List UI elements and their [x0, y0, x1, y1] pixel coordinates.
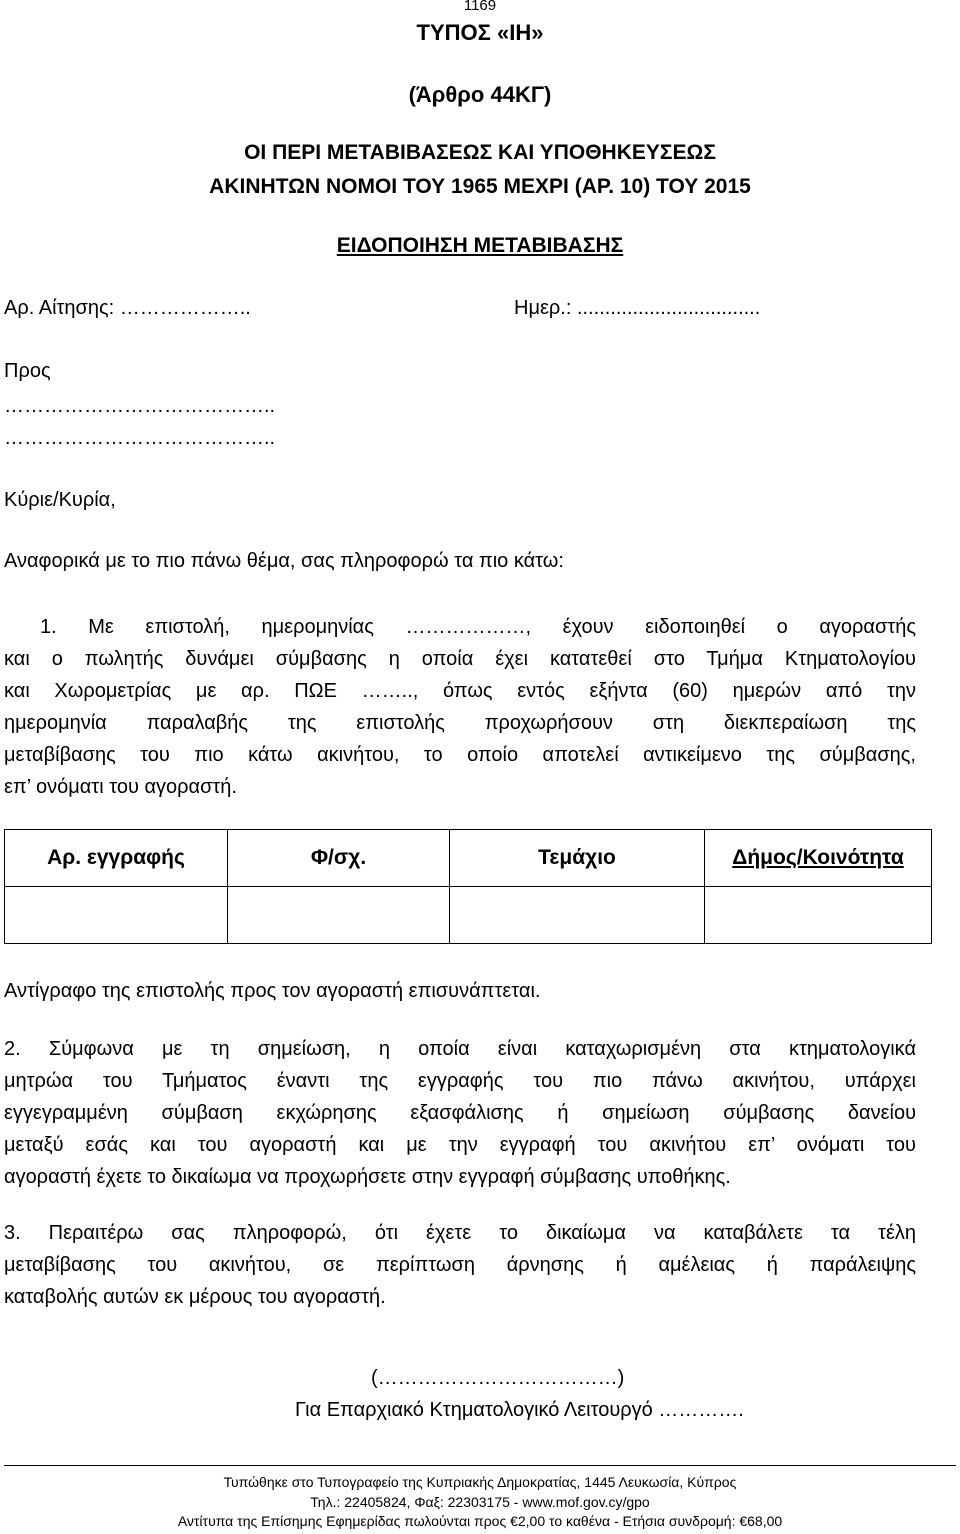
article-ref: (Άρθρο 44ΚΓ): [408, 82, 552, 107]
signature-name: (………………………………): [371, 1367, 625, 1389]
paragraph-line: αγοραστή έχετε το δικαίωμα να προχωρήσετε στην εγγραφή σύμβασης υποθήκης.: [4, 1166, 731, 1188]
attachment-note: Αντίγραφο της επιστολής προς τον αγοραστή επισυνάπτεται.: [4, 980, 541, 1002]
law-title-line1: ΟΙ ΠΕΡΙ ΜΕΤΑΒΙΒΑΣΕΩΣ ΚΑΙ ΥΠΟΘΗΚΕΥΣΕΩΣ: [244, 141, 716, 164]
footer-pricing: Αντίτυπα της Επίσημης Εφημερίδας πωλούνται προς €2,00 το καθένα - Ετήσια συνδρομή: €68,00: [177, 1513, 783, 1529]
law-title-line2: ΑΚΙΝΗΤΩΝ ΝΟΜΟΙ ΤΟΥ 1965 ΜΕΧΡΙ (ΑΡ. 10) ΤΟΥ 2015: [209, 175, 751, 198]
table-header-row: [5, 830, 932, 887]
header-sheet-plan: Φ/σχ.: [228, 830, 450, 887]
table-cell: [705, 887, 932, 944]
paragraph-line: μεταξύ εσάς και του αγοραστή και με την εγγραφή του ακινήτου επ’ ονόματι του: [4, 1134, 916, 1156]
header-municipality: Δήμος/Κοινότητα: [705, 830, 932, 887]
paragraph-line: 2. Σύμφωνα με τη σημείωση, η οποία είναι καταχωρισμένη στα κτηματολογικά: [4, 1038, 916, 1060]
application-number: Αρ. Αίτησης: ………………..: [4, 297, 251, 319]
address-line: …………………………………..: [4, 427, 276, 449]
signature-title: Για Επαρχιακό Κτηματολογικό Λειτουργό ………….: [295, 1399, 744, 1421]
salutation: Κύριε/Κυρία,: [4, 489, 116, 511]
paragraph-line: 1. Με επιστολή, ημερομηνίας ………………, έχουν ειδοποιηθεί ο αγοραστής: [40, 616, 916, 638]
paragraph-line: εγγεγραμμένη σύμβαση εκχώρησης εξασφάλισης ή σημείωση σύμβασης δανείου: [4, 1102, 916, 1124]
paragraph-3: [4, 1217, 916, 1313]
property-table: [4, 829, 932, 944]
paragraph-line: μεταβίβασης του ακινήτου, σε περίπτωση άρνησης ή αμέλειας ή παράλειψης: [4, 1254, 916, 1276]
footer-contact: Τηλ.: 22405824, Φαξ: 22303175 - www.mof.gov.cy/gpo: [310, 1494, 650, 1510]
paragraph-1: [4, 611, 916, 803]
paragraph-line: επ’ ονόματι του αγοραστή.: [4, 776, 237, 798]
to-label: Προς: [4, 360, 51, 382]
date-field: Ημερ.: .................................: [514, 297, 761, 319]
footer-divider: [4, 1465, 956, 1466]
paragraph-line: μεταβίβασης του πιο κάτω ακινήτου, το οποίο αποτελεί αντικείμενο της σύμβασης,: [4, 744, 916, 766]
paragraph-line: καταβολής αυτών εκ μέρους του αγοραστή.: [4, 1286, 386, 1308]
page-number: 1169: [463, 0, 497, 14]
table-row: [5, 887, 932, 944]
footer-printer: Τυπώθηκε στο Τυπογραφείο της Κυπριακής Δημοκρατίας, 1445 Λευκωσία, Κύπρος: [223, 1474, 737, 1490]
notice-title: ΕΙΔΟΠΟΙΗΣΗ ΜΕΤΑΒΙΒΑΣΗΣ: [336, 234, 624, 257]
form-type: ΤΥΠΟΣ «ΙΗ»: [416, 20, 544, 45]
address-line: …………………………………..: [4, 395, 276, 417]
paragraph-line: και ο πωλητής δυνάμει σύμβασης η οποία έχει κατατεθεί στο Τμήμα Κτηματολογίου: [4, 648, 916, 670]
table-cell: [228, 887, 450, 944]
table-cell: [450, 887, 705, 944]
paragraph-line: ημερομηνία παραλαβής της επιστολής προχωρήσουν στη διεκπεραίωση της: [4, 712, 916, 734]
paragraph-2: [4, 1033, 916, 1193]
paragraph-line: 3. Περαιτέρω σας πληροφορώ, ότι έχετε το δικαίωμα να καταβάλετε τα τέλη: [4, 1222, 916, 1244]
header-registration-no: Αρ. εγγραφής: [5, 830, 228, 887]
header-plot: Τεμάχιο: [450, 830, 705, 887]
table-cell: [5, 887, 228, 944]
paragraph-line: και Χωρομετρίας με αρ. ΠΩΕ …….., όπως εντός εξήντα (60) ημερών από την: [4, 680, 916, 702]
intro-text: Αναφορικά με το πιο πάνω θέμα, σας πληροφορώ τα πιο κάτω:: [4, 550, 564, 572]
paragraph-line: μητρώα του Τμήματος έναντι της εγγραφής του πιο πάνω ακινήτου, υπάρχει: [4, 1070, 916, 1092]
